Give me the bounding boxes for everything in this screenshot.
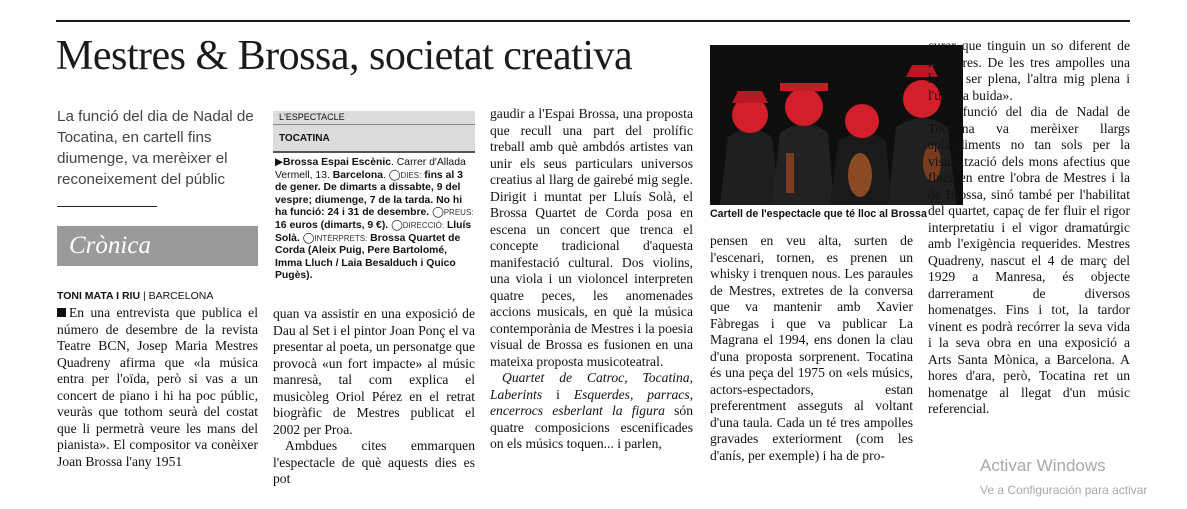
byline-city: BARCELONA — [148, 290, 214, 302]
column-2 — [273, 306, 475, 488]
watermark-line-2: Ve a Configuración para activar — [980, 483, 1148, 497]
column-1-text: En una entrevista que publica el número de desembre de la revista Teatre BCN, Josep Maria Mestres Quadreny afirma que «la música entra per l'oïda, però si vas a un concert de piano i hi ha poc públic, veuràs que tothom seurà del costat que li permetrà veure les mans del pianista». El compositor va conèixer Joan Brossa l'any 1951 — [57, 305, 258, 469]
column-3-paragraph-1: gaudir a l'Espai Brossa, una proposta que recull una part del prolífic treball amb què ambdós artistes van unir els seus particulars universos creatius al llarg de gairebé mig segle. Dirigit i muntat per Lluís Solà, el Brossa Quartet de Corda posa en escena un concert que trenca el concepte tradicional d'aquesta manifestació cultural. Dos violins, una viola i un violoncel interpreten quatre peces, les anomenades accions musicals, en què la música contemporània de Mestres i la poesia visual de Brossa es fusionen en una mateixa proposta musicoteatral. — [490, 106, 693, 369]
column-1 — [57, 305, 258, 470]
info-direccio-label: DIRECCIÓ: — [402, 220, 445, 230]
top-rule — [56, 20, 1130, 22]
photo-caption: Cartell de l'espectacle que té lloc al Brossa — [710, 208, 927, 220]
performers-icon: ◯ — [302, 232, 315, 244]
byline: TONI MATA I RIU | BARCELONA — [57, 290, 214, 302]
watermark-line-1: Activar Windows — [980, 456, 1106, 475]
info-city: Barcelona — [332, 169, 384, 181]
headline: Mestres & Brossa, societat creativa — [56, 33, 633, 79]
windows-activation-watermark — [980, 456, 1180, 498]
lede — [57, 106, 257, 190]
triangle-icon: ▶ — [275, 157, 283, 168]
byline-author: TONI MATA I RIU — [57, 290, 141, 302]
info-box-kicker: L'ESPECTACLE — [273, 111, 475, 125]
info-preus-value: 16 euros (dimarts, 9 €). — [275, 219, 389, 231]
clock-icon: ◯ — [388, 169, 401, 181]
column-2-paragraph-1: quan va assistir en una exposició de Dau al Set i el pintor Joan Ponç el va presentar al poeta, un personatge que provocà «un fort impacte» al músic manresà, tal com explica el musicòleg Oriol Pérez en el retrat biogràfic de Mestres publicat el 2002 per Proa. — [273, 306, 475, 437]
column-2-paragraph-2: Ambdues cites emmarquen l'espectacle de què aquests dies es pot — [273, 438, 475, 486]
info-interprets-value: Brossa Quartet de Corda (Aleix Puig, Pere Bartolomé, Imma Lluch / Laia Besalduch i Quico Pugès). — [275, 232, 461, 282]
info-address: . Carrer d'Allada Vermell, 13. — [275, 157, 466, 181]
info-interprets-label: INTÈRPRETS: — [314, 233, 368, 243]
info-dies-value: fins al 3 de gener. De dimarts a dissabte, 9 del vespre; diumenge, 7 de la tarda. No hi ha funció: 24 i 31 de desembre. — [275, 169, 463, 219]
director-icon: ◯ — [391, 219, 403, 231]
column-4-text: pensen en veu alta, surten de l'escenari, tornen, es prenen un whisky i trenquen nous. Les paraules de Mestres, extretes de la conversa que va mantenir amb Xavier Fàbregas i que va publicar La Magrana el 1994, ens donen la clau d'una proposta sorprenent. Tocatina és una peça del 1975 on «els músics, actors-espectadors, estan preferentment asseguts al voltant d'una taula. Cada un té tres ampolles gravades exteriorment (com les d'anís, per exemple) i ha de pro- — [710, 233, 913, 463]
lead-square-icon — [57, 308, 66, 317]
column-5-paragraph-2: La funció del dia de Nadal de Tocatina va merèixer llargs aplaudiments no tan sols per la visualització dels mons afectius que flueixen entre l'obra de Mestres i la de Brossa, sinó també per l'habilitat del quartet, capaç de fer fluir el rigor interpretatiu i el vigor dramatúrgic amb l'exigència requerides. Mestres Quadreny, nascut el 4 de març del 1929 a Manresa, és objecte darrerament de diversos homenatges. Fins i tot, la tardor vinent es podrà recórrer la seva vida i la seva obra en una exposició a Arts Santa Mònica, a Barcelona. A hores d'ara, però, Tocatina ret un homenatge al llegat d'un músic referencial. — [928, 104, 1130, 416]
section-label: Crònica — [57, 226, 258, 266]
poster-photo — [710, 45, 963, 205]
info-preus-label: PREUS: — [443, 208, 474, 218]
info-venue: Brossa Espai Escènic — [283, 157, 392, 168]
column-4 — [710, 233, 913, 464]
info-dies-label: DIES: — [400, 170, 422, 180]
lede-divider — [57, 206, 157, 207]
info-box-body: ▶Brossa Espai Escènic. Carrer d'Allada Vermell, 13. Barcelona. ◯DIES: fins al 3 de gener. De dimarts a dissabte, 9 del vespre; diumenge, 7 de la tarda. No hi ha funció: 24 i 31 de desembre. ◯PREUS: 16 euros (dimarts, 9 €). ◯DIRECCIÓ: Lluís Solà. ◯INTÈRPRETS: Brossa Quartet de Corda (Aleix Puig, Pere Bartolomé, Imma Lluch / Laia Besalduch i Quico Pugès). — [275, 157, 474, 282]
column-3 — [490, 106, 693, 453]
quartet-photo-image — [710, 45, 963, 205]
column-3-paragraph-2: Quartet de Catroc, Tocatina, Laberints i Esquerdes, parracs, encerrocs esberlant la figura són quatre composicions escenificades on els músics toquen... i parlen, — [490, 370, 694, 451]
euro-icon: ◯ — [432, 207, 444, 219]
column-5-paragraph-1: curar que tinguin un so diferent de les altres. De les tres ampolles una ha de ser plena, l'altra mig plena i l'última buida». — [928, 38, 1130, 103]
info-box — [273, 111, 475, 291]
info-direccio-value: Lluís Solà. — [275, 219, 472, 244]
info-box-title: TOCATINA — [273, 125, 475, 153]
lede-text: La funció del dia de Nadal de Tocatina, en cartell fins diumenge, va merèixer el reconeixement del públic — [57, 108, 254, 188]
column-5 — [928, 38, 1130, 418]
